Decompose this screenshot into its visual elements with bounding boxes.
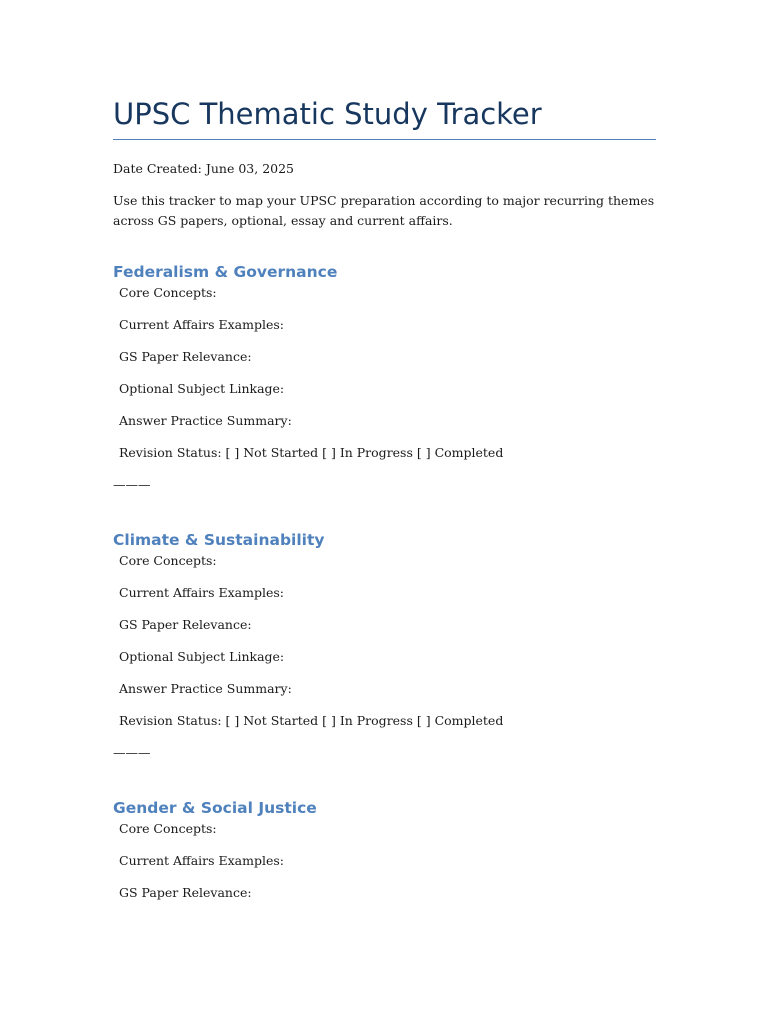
- field-core-concepts: Core Concepts:: [119, 285, 217, 300]
- section-gender-social-justice: [113, 797, 656, 915]
- document-title: UPSC Thematic Study Tracker: [113, 97, 542, 131]
- field-core-concepts: Core Concepts:: [119, 553, 217, 568]
- field-optional-subject-linkage: Optional Subject Linkage:: [119, 649, 285, 664]
- title-underline: [113, 139, 656, 140]
- intro-paragraph: Use this tracker to map your UPSC preparation according to major recurring themes across GS papers, optional, essay and current affairs.: [113, 193, 655, 228]
- section-heading: Gender & Social Justice: [113, 799, 317, 817]
- section-federalism-governance: [113, 261, 656, 495]
- field-gs-paper-relevance: GS Paper Relevance:: [119, 617, 252, 632]
- field-gs-paper-relevance: GS Paper Relevance:: [119, 349, 252, 364]
- section-climate-sustainability: [113, 529, 656, 763]
- field-revision-status: Revision Status: [ ] Not Started [ ] In Progress [ ] Completed: [119, 713, 504, 728]
- field-current-affairs-examples: Current Affairs Examples:: [119, 585, 285, 600]
- section-heading: Climate & Sustainability: [113, 531, 325, 549]
- section-divider: ———: [113, 745, 151, 760]
- field-answer-practice-summary: Answer Practice Summary:: [119, 413, 292, 428]
- field-optional-subject-linkage: Optional Subject Linkage:: [119, 381, 285, 396]
- field-answer-practice-summary: Answer Practice Summary:: [119, 681, 292, 696]
- field-core-concepts: Core Concepts:: [119, 821, 217, 836]
- field-current-affairs-examples: Current Affairs Examples:: [119, 317, 285, 332]
- section-heading: Federalism & Governance: [113, 263, 338, 281]
- field-current-affairs-examples: Current Affairs Examples:: [119, 853, 285, 868]
- field-gs-paper-relevance: GS Paper Relevance:: [119, 885, 252, 900]
- field-revision-status: Revision Status: [ ] Not Started [ ] In Progress [ ] Completed: [119, 445, 504, 460]
- date-created: Date Created: June 03, 2025: [113, 161, 295, 176]
- section-divider: ———: [113, 477, 151, 492]
